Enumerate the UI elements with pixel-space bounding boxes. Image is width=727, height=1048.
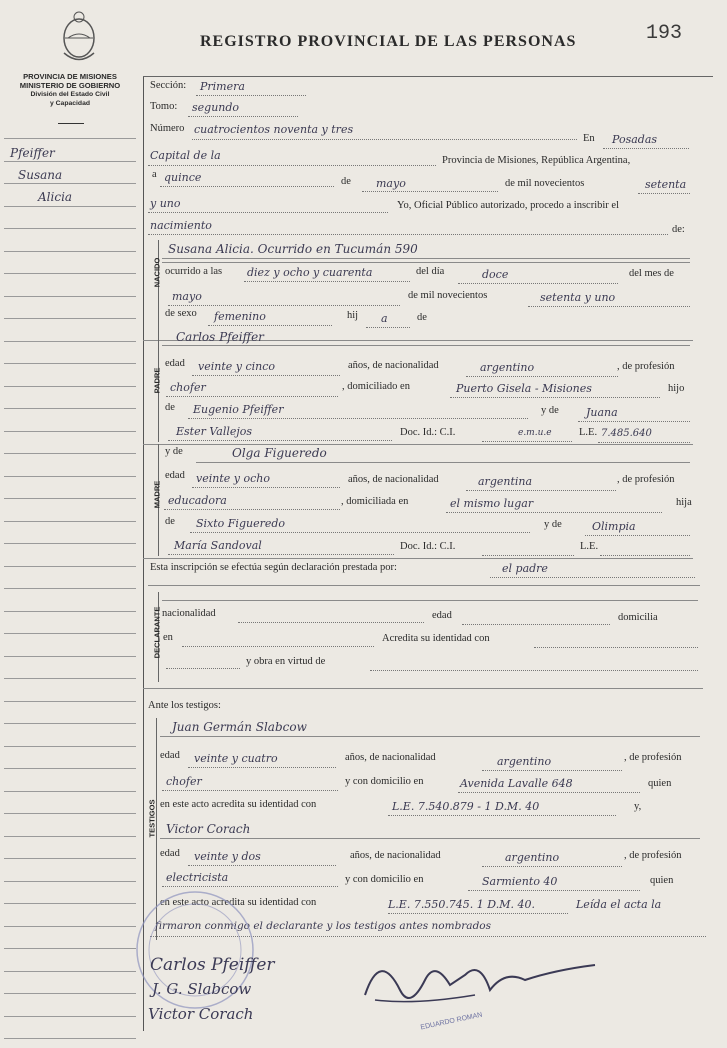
del-dia-label: del día — [416, 266, 445, 277]
nacido-mes-value: mayo — [172, 290, 202, 303]
ocurrido-label: ocurrido a las — [165, 266, 223, 277]
declarante-domicilia-label: domicilia — [618, 612, 658, 623]
page-number: 193 — [646, 22, 683, 45]
margin-rule-line — [4, 971, 136, 972]
margin-rule-line — [4, 701, 136, 702]
madre-anos-label: años, de nacionalidad — [348, 474, 439, 485]
testigo2-dom-label: y con domicilio en — [345, 874, 424, 885]
testigo1-y: y, — [634, 801, 642, 812]
madre-madre-value-2: María Sandoval — [174, 539, 262, 552]
margin-rule-line — [4, 768, 136, 769]
padre-domicilio-value: Puerto Gisela - Misiones — [456, 382, 592, 395]
madre-profesion-value: educadora — [168, 494, 227, 507]
org-line-4: y Capacidad — [49, 100, 91, 107]
stamp-text: EDUARDO ROMAN — [419, 1011, 484, 1032]
declarante-signature: Carlos Pfeiffer — [150, 955, 275, 975]
capital-value: Capital de la — [150, 149, 221, 162]
padre-padre-value: Eugenio Pfeiffer — [193, 403, 284, 416]
margin-rule-line — [4, 408, 136, 409]
testigo1-nac: argentino — [497, 755, 552, 768]
nacido-anio-value: setenta y uno — [540, 291, 616, 304]
declaracion-value: el padre — [502, 562, 548, 575]
de-label: de — [341, 176, 351, 187]
testigo1-dom: Avenida Lavalle 648 — [460, 777, 573, 790]
hij-label: hij — [347, 310, 359, 321]
padre-le-label: L.E. — [579, 427, 598, 438]
margin-rule-line — [4, 836, 136, 837]
oficial-signature — [355, 940, 615, 1020]
sexo-label: de sexo — [165, 308, 197, 319]
margin-rule-line — [4, 566, 136, 567]
tomo-label: Tomo: — [150, 101, 178, 112]
seccion-value: Primera — [200, 80, 245, 93]
madre-edad-value: veinte y ocho — [196, 472, 270, 485]
declarante-en-label: en — [163, 632, 173, 643]
margin-rule-line — [4, 791, 136, 792]
madre-de-label: de — [165, 516, 175, 527]
del-mes-label: del mes de — [629, 268, 674, 279]
nacido-de-label: de — [417, 312, 427, 323]
madre-y-de-label: y de — [165, 446, 183, 457]
testigo1-acredita-label: en este acto acredita su identidad con — [160, 799, 317, 810]
coat-of-arms-icon — [58, 8, 100, 66]
nacido-side-label: NACIDO — [152, 257, 162, 288]
margin-rule-line — [4, 296, 136, 297]
margin-rule-line — [4, 273, 136, 274]
declarante-obra-label: y obra en virtud de — [246, 656, 326, 667]
margin-rule-line — [4, 948, 136, 949]
testigo1-edad: veinte y cuatro — [194, 752, 278, 765]
padre-anos-label: años, de nacionalidad — [348, 360, 439, 371]
testigo2-edad: veinte y dos — [194, 850, 261, 863]
firmaron-value: firmaron conmigo el declarante y los testigos antes nombrados — [155, 920, 491, 932]
margin-rule-line — [4, 993, 136, 994]
org-line-2: MINISTERIO DE GOBIERNO — [19, 81, 121, 90]
madre-domicilio-value: el mismo lugar — [450, 497, 534, 510]
padre-profesion-label: , de profesión — [617, 361, 675, 372]
declarante-edad-label: edad — [432, 610, 452, 621]
org-header — [5, 72, 135, 108]
testigo1-signature: J. G. Slabcow — [152, 980, 252, 998]
madre-madre-value-1: Olimpia — [592, 520, 636, 533]
madre-side-label: MADRE — [152, 480, 162, 509]
en-label: En — [583, 133, 595, 144]
padre-edad-label: edad — [165, 358, 185, 369]
margin-rule-line — [4, 903, 136, 904]
inscribir-value: nacimiento — [150, 219, 212, 232]
margin-rule-line — [4, 813, 136, 814]
margin-rule-line — [4, 476, 136, 477]
margin-rule-line — [4, 588, 136, 589]
padre-side-label: PADRE — [152, 367, 162, 394]
hija-label: hija — [676, 497, 692, 508]
hij-value: a — [381, 312, 388, 325]
nacido-mil-text: de mil novecientos — [408, 290, 488, 301]
testigo1-prof-label: , de profesión — [624, 752, 682, 763]
hijo-label: hijo — [668, 383, 685, 394]
margin-rule-line — [4, 1038, 136, 1039]
padre-profesion-value: chofer — [170, 381, 206, 394]
madre-le-label: L.E. — [580, 541, 599, 552]
provincia-text: Provincia de Misiones, República Argentina, — [442, 155, 631, 166]
margin-rule-line — [4, 858, 136, 859]
margin-rule-line — [4, 318, 136, 319]
margin-second-name: Alicia — [38, 190, 73, 204]
testigo2-quien: quien — [650, 875, 674, 886]
testigo2-dom: Sarmiento 40 — [482, 875, 558, 888]
declarante-acredita-label: Acredita su identidad con — [382, 633, 490, 644]
testigo1-nombre: Juan Germán Slabcow — [172, 720, 307, 734]
margin-first-name: Susana — [18, 168, 63, 182]
padre-edad-value: veinte y cinco — [198, 360, 276, 373]
testigo1-anos-label: años, de nacionalidad — [345, 752, 436, 763]
madre-edad-label: edad — [165, 470, 185, 481]
testigo2-anos-label: años, de nacionalidad — [350, 850, 441, 861]
padre-doc-label: Doc. Id.: C.I. — [400, 427, 456, 438]
dia-value: quince — [164, 171, 202, 184]
padre-de-label: de — [165, 402, 175, 413]
testigo2-doc: L.E. 7.550.745. 1 D.M. 40. — [388, 898, 535, 911]
padre-doc-value: e.m.u.e — [518, 428, 552, 438]
margin-rule-line — [4, 138, 136, 139]
org-line-3: División del Estado Civil — [30, 91, 110, 98]
de-colon: de: — [672, 224, 685, 235]
margin-surname: Pfeiffer — [10, 146, 55, 160]
margin-rule-line — [4, 363, 136, 364]
margin-rule-line — [4, 656, 136, 657]
testigo1-edad-label: edad — [160, 750, 180, 761]
testigo2-signature: Victor Corach — [148, 1005, 254, 1023]
testigo2-prof: electricista — [166, 871, 229, 884]
madre-doc-label: Doc. Id.: C.I. — [400, 541, 456, 552]
numero-value: cuatrocientos noventa y tres — [194, 123, 354, 136]
margin-rule-line — [4, 251, 136, 252]
mes-value: mayo — [376, 177, 406, 190]
margin-rule-line — [4, 386, 136, 387]
margin-rule-line — [4, 453, 136, 454]
margin-rule-line — [4, 341, 136, 342]
margin-rule-line — [4, 723, 136, 724]
madre-y-de2-label: y de — [544, 519, 562, 530]
testigo2-acredita-label: en este acto acredita su identidad con — [160, 897, 317, 908]
margin-rule-line — [4, 431, 136, 432]
padre-domicilio-label: , domiciliado en — [342, 381, 410, 392]
madre-profesion-label: , de profesión — [617, 474, 675, 485]
margin-rule-line — [4, 611, 136, 612]
declarante-side-label: DECLARANTE — [152, 606, 162, 659]
margin-rule-line — [4, 1016, 136, 1017]
testigo2-prof-label: , de profesión — [624, 850, 682, 861]
padre-le-value: 7.485.640 — [601, 428, 652, 439]
padre-madre-value-2: Ester Vallejos — [176, 425, 253, 438]
official-stamp-seal — [120, 880, 270, 1020]
seccion-label: Sección: — [150, 80, 187, 91]
en-value: Posadas — [612, 133, 658, 146]
testigo1-doc: L.E. 7.540.879 - 1 D.M. 40 — [392, 800, 540, 813]
margin-rule-line — [4, 521, 136, 522]
nacido-dia-value: doce — [482, 268, 509, 281]
margin-rule-line — [4, 543, 136, 544]
madre-padre-value: Sixto Figueredo — [196, 517, 286, 530]
testigo1-quien: quien — [648, 778, 672, 789]
margin-rule-line — [4, 206, 136, 207]
testigos-side-label: TESTIGOS — [147, 799, 157, 838]
madre-nac-value: argentina — [478, 475, 533, 488]
testigo2-edad-label: edad — [160, 848, 180, 859]
margin-rule-line — [4, 228, 136, 229]
anio-value-2: y uno — [150, 197, 181, 210]
madre-nombre-value: Olga Figueredo — [232, 446, 327, 460]
testigo2-nac: argentino — [505, 851, 560, 864]
oficial-text: Yo, Oficial Público autorizado, procedo a inscribir el — [397, 200, 620, 211]
margin-rule-line — [4, 678, 136, 679]
margin-rule-line — [4, 161, 136, 162]
anio-value-1: setenta — [645, 178, 687, 191]
a-label: a — [152, 169, 157, 180]
padre-madre-value-1: Juana — [586, 406, 618, 419]
declaracion-text: Esta inscripción se efectúa según declaración prestada por: — [150, 562, 397, 573]
margin-rule-line — [4, 633, 136, 634]
tomo-value: segundo — [192, 101, 240, 114]
madre-domicilio-label: , domiciliada en — [341, 496, 409, 507]
margin-rule-line — [4, 746, 136, 747]
hora-value: diez y ocho y cuarenta — [247, 266, 373, 279]
leida-value: Leída el acta la — [576, 898, 662, 911]
mil-text: de mil novecientos — [505, 178, 585, 189]
padre-nombre-value: Carlos Pfeiffer — [176, 330, 264, 344]
nacido-nombre-value: Susana Alicia. Ocurrido en Tucumán 590 — [168, 242, 418, 256]
testigo1-prof: chofer — [166, 775, 202, 788]
declarante-nacionalidad-label: nacionalidad — [162, 608, 216, 619]
padre-y-de-label: y de — [541, 405, 559, 416]
testigo1-dom-label: y con domicilio en — [345, 776, 424, 787]
page-title: REGISTRO PROVINCIAL DE LAS PERSONAS — [200, 33, 577, 50]
margin-rule-line — [4, 926, 136, 927]
sexo-value: femenino — [214, 310, 266, 323]
ante-testigos-label: Ante los testigos: — [148, 700, 221, 711]
padre-nac-value: argentino — [480, 361, 535, 374]
margin-rule-line — [4, 881, 136, 882]
numero-label: Número — [150, 123, 185, 134]
testigo2-nombre: Victor Corach — [166, 822, 251, 836]
margin-rule-line — [4, 183, 136, 184]
margin-rule-line — [4, 498, 136, 499]
org-line-1: PROVINCIA DE MISIONES — [23, 72, 117, 81]
